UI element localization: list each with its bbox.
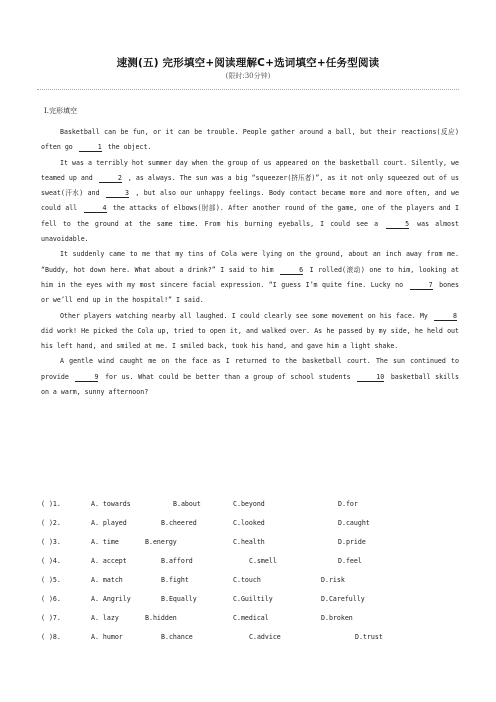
text: , but also our unhappy feelings. Body contact became more and more often, and we could all (41, 189, 459, 213)
option-c: C.touch (233, 576, 261, 584)
paragraph-4 (41, 309, 459, 355)
option-d: D.broken (321, 614, 353, 622)
question-number: ( )2. (41, 519, 61, 527)
blank-1: 1 (79, 143, 102, 152)
question-number: ( )8. (41, 633, 61, 641)
text: the object. (107, 143, 152, 152)
option-a: A. accept (91, 557, 127, 565)
option-a: A. time (91, 538, 119, 546)
option-d: D.for (338, 500, 358, 508)
question-number: ( )1. (41, 500, 61, 508)
text: bones or we’ll end up in the hospital!” I said. (41, 280, 459, 305)
option-a: A. humor (91, 633, 123, 641)
option-a: A. played (91, 519, 127, 527)
option-b: B.chance (161, 633, 193, 641)
text: A gentle wind caught me on the face as I returned to the basketball court. The sun continued to provide (41, 357, 459, 381)
text: the attacks of elbows(肘部). After another round of the game, one of the players and I fell to the ground at the same time. From his burning eyeballs, I could see a (41, 204, 459, 228)
option-c: C.smell (249, 557, 277, 565)
text: Other players watching nearby all laughed. I could clearly see some movement on his face. My (60, 311, 428, 320)
page-title: 速测(五) 完形填空+阅读理解C+选词填空+任务型阅读 (116, 57, 380, 69)
section-heading: Ⅰ.完形填空 (44, 107, 77, 115)
text: It was a terribly hot summer day when the group of us appeared on the basketball court. Silently, we teamed up and (41, 158, 459, 182)
text: , as always. The sun was a big “squeezer(挤压者)”, as it not only squeezed out of us sweat(汗水) and (41, 173, 459, 198)
option-d: D.feel (338, 557, 362, 565)
option-a: A. towards (91, 500, 131, 508)
option-b: B.about (173, 500, 201, 508)
text: I rolled(滚动) one to him, looking at him in the eyes with my most sincere facial expression. “I guess I’m quite fine. Lucky no (41, 265, 459, 289)
option-d: D.trust (355, 633, 383, 641)
blank-10: 10 (357, 373, 384, 382)
option-a: A. match (91, 576, 123, 584)
question-number: ( )3. (41, 538, 61, 546)
option-d: D.risk (321, 576, 345, 584)
question-number: ( )4. (41, 557, 61, 565)
blank-5: 5 (386, 220, 409, 229)
text: was almost unavoidable. (41, 219, 459, 244)
option-c: C.Guiltily (233, 595, 273, 603)
question-number: ( )7. (41, 614, 61, 622)
blank-2: 2 (99, 174, 122, 183)
option-c: C.beyond (233, 500, 265, 508)
option-b: B.cheered (161, 519, 197, 527)
option-b: B.Equally (161, 595, 197, 603)
blank-6: 6 (280, 266, 303, 275)
option-c: C.medical (233, 614, 269, 622)
question-number: ( )6. (41, 595, 61, 603)
text: Basketball can be fun, or it can be trouble. People gather around a ball, but their reactions(反应) often go (41, 128, 459, 152)
option-a: A. lazy (91, 614, 119, 622)
option-d: D.Carefully (321, 595, 365, 603)
option-a: A. Angrily (91, 595, 131, 603)
text: It suddenly came to me that my tins of Cola were lying on the ground, about an inch away from me. “Buddy, hot down here. What about a drink?” I said to him (41, 250, 459, 274)
text: for us. What could be better than a group of school students (105, 372, 351, 381)
option-b: B.hidden (145, 614, 177, 622)
time-limit: (限时:30分钟) (225, 72, 271, 80)
option-d: D.caught (338, 519, 370, 527)
option-c: C.looked (233, 519, 265, 527)
blank-9: 9 (75, 373, 98, 382)
text: did work! He picked the Cola up, tried to open it, and walked over. As he passed by my side, he held out his left hand, and smiled at me. I smiled back, took his hand, and gave him a light shake. (41, 326, 459, 351)
option-d: D.pride (338, 538, 366, 546)
option-c: C.health (233, 538, 265, 546)
question-number: ( )5. (41, 576, 61, 584)
paragraph-5 (41, 354, 459, 400)
divider (37, 89, 459, 90)
cloze-passage (41, 125, 459, 400)
option-b: B.fight (161, 576, 189, 584)
blank-8: 8 (434, 312, 457, 321)
text: basketball skills on a warm, sunny afternoon? (41, 372, 459, 397)
paragraph-1 (41, 125, 459, 156)
option-b: B.afford (161, 557, 193, 565)
option-c: C.advice (249, 633, 281, 641)
blank-3: 3 (106, 189, 129, 198)
option-b: B.energy (145, 538, 177, 546)
paragraph-3 (41, 247, 459, 308)
blank-4: 4 (84, 204, 107, 213)
paragraph-2 (41, 156, 459, 248)
blank-7: 7 (410, 281, 433, 290)
